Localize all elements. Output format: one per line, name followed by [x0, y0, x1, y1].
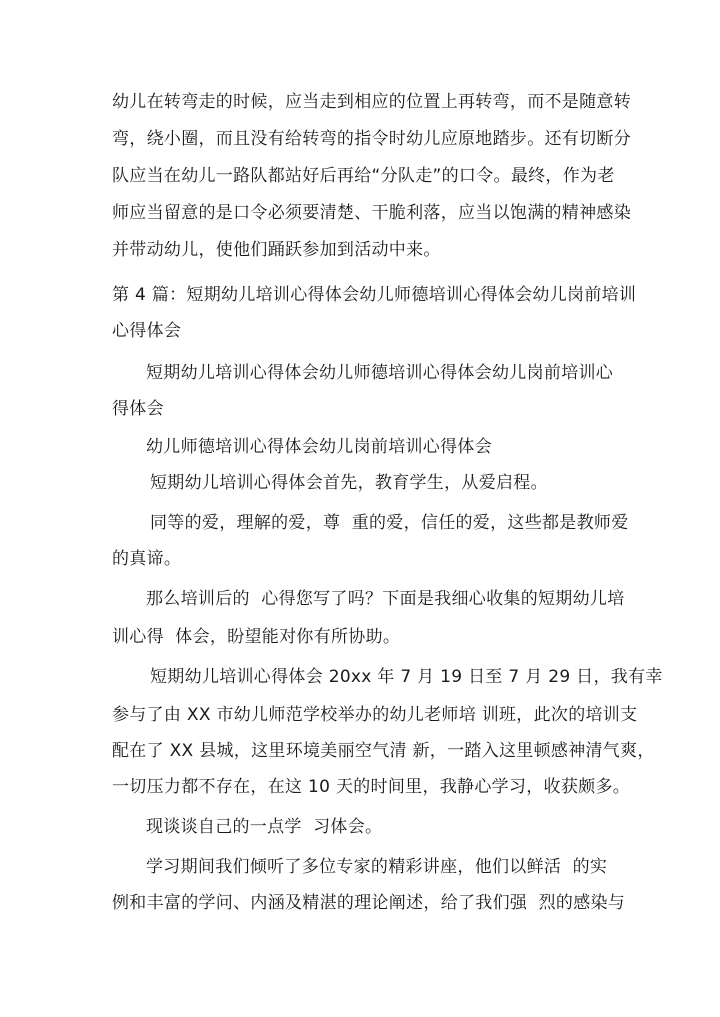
section-heading: 第 4 篇：短期幼儿培训心得体会幼儿师德培训心得体会幼儿岗前培训: [112, 285, 637, 305]
text-line: 幼儿师德培训心得体会幼儿岗前培训心得体会: [146, 437, 492, 457]
text-line: 短期幼儿培训心得体会幼儿师德培训心得体会幼儿岗前培训心: [146, 363, 614, 383]
text-line: 幼儿在转弯走的时候，应当走到相应的位置上再转弯，而不是随意转: [112, 92, 631, 112]
text-line: 的真谛。: [112, 549, 182, 569]
text-line: 例和丰富的学问、内涵及精湛的理论阐述，给了我们强 烈的感染与: [112, 893, 626, 913]
text-line: 得体会: [112, 399, 164, 419]
text-line: 弯，绕小圈，而且没有给转弯的指令时幼儿应原地踏步。还有切断分: [112, 129, 631, 149]
text-line: 并带动幼儿，使他们踊跃参加到活动中来。: [112, 240, 441, 260]
text-line: 师应当留意的是口令必须要清楚、干脆利落，应当以饱满的精神感染: [112, 203, 631, 223]
text-line: 队应当在幼儿一路队都站好后再给“分队走”的口令。最终，作为老: [112, 166, 615, 186]
text-line: 参与了由 XX 市幼儿师范学校举办的幼儿老师培 训班，此次的培训支: [112, 705, 638, 725]
text-line: 现谈谈自己的一点学 习体会。: [146, 817, 383, 837]
text-line: 训心得 体会，盼望能对你有所协助。: [112, 627, 401, 647]
text-line: 短期幼儿培训心得体会首先，教育学生，从爱启程。: [150, 473, 548, 493]
text-line: 短期幼儿培训心得体会 20xx 年 7 月 19 日至 7 月 29 日，我有幸: [150, 667, 663, 687]
section-heading: 心得体会: [112, 321, 182, 341]
text-line: 同等的爱，理解的爱，尊 重的爱，信任的爱，这些都是教师爱: [150, 513, 629, 533]
text-line: 学习期间我们倾听了多位专家的精彩讲座，他们以鲜活 的实: [146, 857, 608, 877]
text-line: 配在了 XX 县城，这里环境美丽空气清 新，一踏入这里顿感神清气爽，: [112, 741, 655, 761]
text-line: 那么培训后的 心得您写了吗？下面是我细心收集的短期幼儿培: [146, 589, 625, 609]
text-line: 一切压力都不存在，在这 10 天的时间里，我静心学习，收获颇多。: [112, 777, 631, 797]
